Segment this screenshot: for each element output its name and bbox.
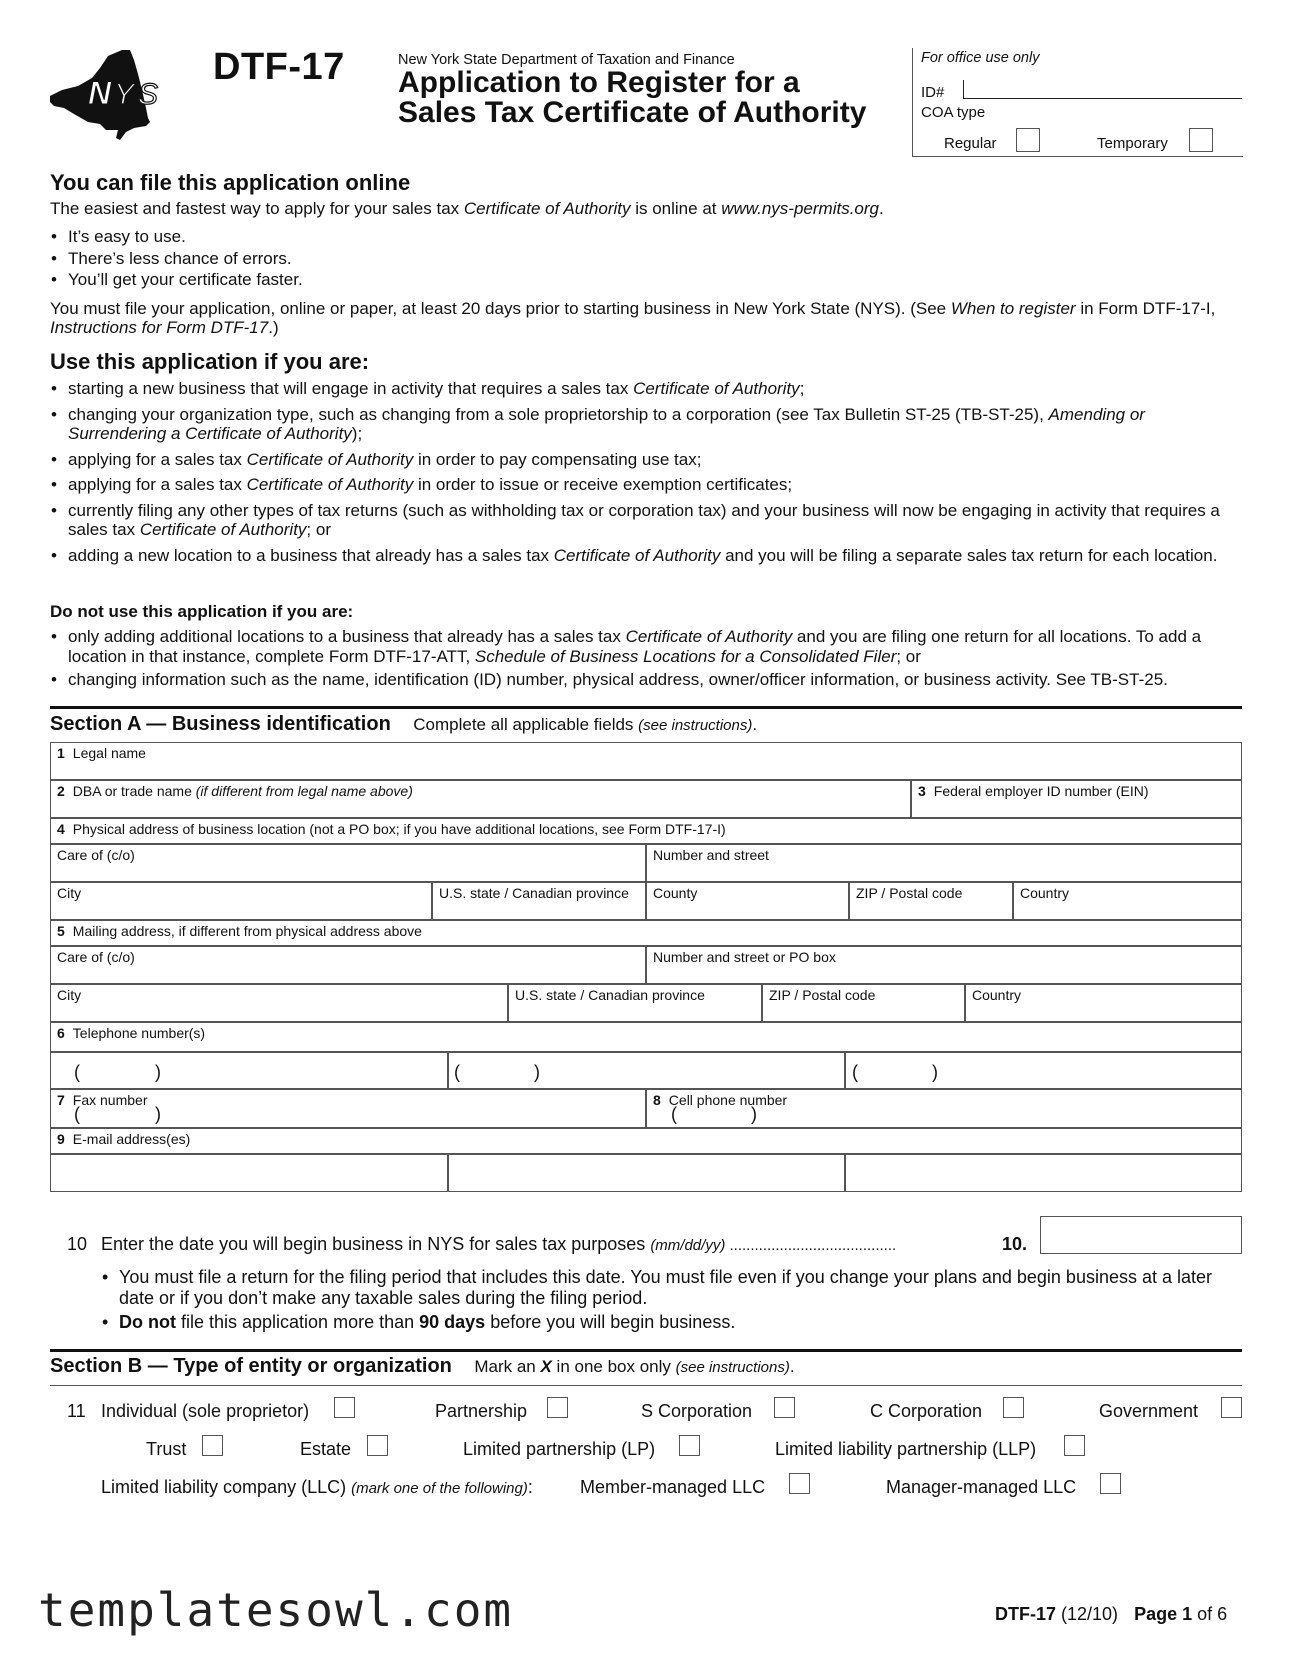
individual-checkbox[interactable] (334, 1397, 355, 1418)
deadline-text-c: .) (268, 318, 279, 337)
use-if-6-em: Certificate of Authority (553, 545, 721, 565)
list-item (101, 1312, 1246, 1333)
use-if-3-a: applying for a sales tax (68, 449, 247, 469)
telephone-field-2[interactable] (448, 1052, 845, 1089)
care-of-label: Care of (c/o) (57, 847, 135, 863)
legal-name-field[interactable] (50, 742, 1242, 780)
paren-open: ( (671, 1104, 677, 1124)
deadline-text (50, 299, 1245, 337)
email-field-1[interactable] (50, 1154, 448, 1192)
mailing-street-field[interactable] (646, 946, 1242, 984)
id-label: ID# (921, 84, 945, 101)
use-if-heading: Use this application if you are: (50, 349, 370, 374)
c-corp-checkbox[interactable] (1003, 1397, 1024, 1418)
llc-label (101, 1477, 533, 1498)
fax-label: Fax number (72, 1092, 148, 1108)
list-item (50, 501, 1245, 540)
lp-checkbox[interactable] (679, 1435, 700, 1456)
svg-text:S: S (138, 78, 159, 111)
deadline-em-2: Instructions for Form DTF-17 (50, 318, 269, 337)
q11-number: 11 (67, 1401, 86, 1421)
mailing-address-header (50, 920, 1242, 946)
use-if-1-b: ; (799, 379, 805, 398)
country-field[interactable] (1013, 882, 1242, 920)
llp-checkbox[interactable] (1064, 1435, 1085, 1456)
dnu-1-b: and you are filing one return for all locations. To add a location in that instance, complete Form DTF-17-ATT, (68, 627, 1202, 666)
state-field[interactable] (432, 882, 646, 920)
do-not-use-heading: Do not use this application if you are: (50, 602, 354, 621)
q10-note-bold-2: 90 days (419, 1312, 486, 1332)
paren-close: ) (155, 1104, 161, 1124)
llc-note: (mark one of the following) (351, 1480, 528, 1497)
online-url-link[interactable]: www.nys-permits.org (721, 199, 879, 218)
nys-state-logo (48, 48, 173, 140)
care-of-field[interactable] (50, 844, 646, 882)
country-label: Country (972, 987, 1022, 1003)
mailing-city-field[interactable] (50, 984, 508, 1022)
city-label: City (57, 987, 82, 1003)
country-label: Country (1020, 885, 1070, 901)
q10-ref: 10. (1002, 1234, 1028, 1254)
cell-phone-field[interactable] (646, 1089, 1242, 1128)
legal-name-label: Legal name (72, 745, 146, 761)
footer-page-word: Page (1134, 1604, 1178, 1624)
c-corp-label: C Corporation (870, 1401, 983, 1421)
care-of-label: Care of (c/o) (57, 949, 135, 965)
cell-phone-label: Cell phone number (668, 1092, 788, 1108)
member-llc-checkbox[interactable] (789, 1473, 810, 1494)
paren-close: ) (534, 1062, 540, 1082)
temporary-checkbox[interactable] (1189, 128, 1213, 152)
field-number: 8 (653, 1092, 661, 1108)
online-intro-text: The easiest and fastest way to apply for your sales tax (50, 199, 464, 218)
dba-name-field[interactable] (50, 780, 911, 818)
footer-rev: (12/10) (1056, 1604, 1119, 1624)
begin-date-input[interactable] (1040, 1216, 1242, 1254)
use-if-2-a: changing your organization type, such as changing from a sole proprietorship to a corporation (see Tax Bulletin ST-25 (TB-ST-25), (68, 404, 1049, 424)
section-b-subrule (50, 1385, 1242, 1386)
use-if-4-a: applying for a sales tax (68, 475, 247, 494)
watermark: templatesowl.com (38, 1583, 514, 1637)
use-if-1-a: starting a new business that will engage in activity that requires a sales tax (68, 379, 634, 398)
mailing-address-label: Mailing address, if different from physical address above (72, 923, 422, 939)
q10-note-mid: file this application more than (175, 1312, 420, 1332)
trust-checkbox[interactable] (202, 1435, 223, 1456)
city-label: City (57, 885, 82, 901)
field-number: 9 (57, 1131, 65, 1147)
section-b-note (474, 1357, 794, 1376)
q10-note-bold-1: Do not (119, 1312, 176, 1332)
deadline-text-a: You must file your application, online or paper, at least 20 days prior to starting business in New York State (NYS). (See (50, 299, 951, 318)
estate-label: Estate (300, 1439, 352, 1459)
number-street-field[interactable] (646, 844, 1242, 882)
paren-open: ( (74, 1062, 80, 1082)
paren-close: ) (155, 1062, 161, 1082)
paren-open: ( (74, 1104, 80, 1124)
online-heading: You can file this application online (50, 170, 411, 195)
manager-llc-label: Manager-managed LLC (886, 1477, 1077, 1497)
use-if-4-b: in order to issue or receive exemption certificates; (413, 475, 793, 494)
section-b-note-b: in one box only (551, 1357, 676, 1376)
page-footer (995, 1604, 1227, 1625)
use-if-3-b: in order to pay compensating use tax; (413, 449, 702, 469)
deadline-em-1: When to register (950, 299, 1076, 318)
mailing-state-field[interactable] (508, 984, 762, 1022)
field-number: 3 (918, 783, 926, 799)
paren-open: ( (852, 1062, 858, 1082)
list-item: • changing information such as the name, identification (ID) number, physical address, owner/officer information, or business activity. See TB-ST-25. (50, 670, 1245, 690)
dba-label: DBA or trade name (72, 783, 196, 799)
mailing-care-of-field[interactable] (50, 946, 646, 984)
government-checkbox[interactable] (1221, 1397, 1242, 1418)
paren-open: ( (454, 1062, 460, 1082)
ein-field[interactable] (911, 780, 1242, 818)
county-label: County (653, 885, 698, 901)
footer-of: of 6 (1192, 1604, 1228, 1624)
section-a-note-em: (see instructions) (638, 717, 753, 734)
list-item (50, 405, 1245, 444)
government-label: Government (1099, 1401, 1199, 1421)
list-item: • You’ll get your certificate faster. (50, 269, 303, 291)
ein-label: Federal employer ID number (EIN) (933, 783, 1149, 799)
section-b-header (50, 1355, 795, 1378)
online-intro-end: . (879, 199, 884, 218)
dba-label-em: (if different from legal name above) (195, 783, 413, 799)
office-use-label: For office use only (921, 50, 1040, 66)
zip-field[interactable] (849, 882, 1013, 920)
llp-label: Limited liability partnership (LLP) (775, 1439, 1037, 1459)
use-if-5-b: ; or (306, 520, 331, 539)
partnership-checkbox[interactable] (547, 1397, 568, 1418)
dnu-1-em-2: Schedule of Business Locations for a Consolidated Filer (474, 646, 897, 666)
individual-label: Individual (sole proprietor) (101, 1401, 310, 1421)
lp-label: Limited partnership (LP) (463, 1439, 656, 1459)
use-if-5-a: currently filing any other types of tax returns (such as withholding tax or corporation tax) and your business will now be engaging in activity that requires a sales tax (68, 500, 1220, 539)
member-llc-label: Member-managed LLC (580, 1477, 766, 1497)
use-if-list (50, 379, 1245, 565)
fax-field[interactable] (50, 1089, 646, 1128)
telephone-label: Telephone number(s) (72, 1025, 206, 1041)
field-number: 2 (57, 783, 65, 799)
list-item (50, 546, 1245, 566)
field-number: 7 (57, 1092, 65, 1108)
use-if-6-b: and you will be filing a separate sales tax return for each location. (720, 545, 1218, 565)
list-item: • It’s easy to use. (50, 226, 303, 248)
form-title (398, 68, 866, 128)
section-b-note-c: . (789, 1357, 795, 1376)
list-item (50, 379, 1245, 399)
use-if-2-em: Amending or Surrendering a Certificate of Authority (68, 404, 1145, 443)
online-intro-em: Certificate of Authority (463, 199, 631, 218)
q10-note-end: before you will begin business. (485, 1312, 736, 1332)
footer-form: DTF-17 (995, 1604, 1057, 1624)
q10-text (101, 1234, 896, 1255)
dnu-1-a: only adding additional locations to a business that already has a sales tax (68, 627, 626, 646)
dnu-1-em: Certificate of Authority (625, 627, 793, 646)
telephone-header (50, 1022, 1242, 1052)
online-intro (50, 199, 1245, 219)
do-not-use-list (50, 627, 1245, 690)
deadline-text-b: in Form DTF-17-I, (1075, 299, 1216, 318)
number-street-po-label: Number and street or PO box (653, 949, 836, 965)
paren-close: ) (932, 1062, 938, 1082)
title-line-2: Sales Tax Certificate of Authority (398, 96, 867, 129)
section-a-note-a: Complete all applicable fields (413, 715, 639, 734)
telephone-field-3[interactable] (845, 1052, 1242, 1089)
svg-text:Y: Y (114, 78, 135, 111)
zip-label: ZIP / Postal code (769, 987, 876, 1003)
q10-notes (101, 1267, 1246, 1333)
section-a-note-b: . (752, 715, 758, 734)
use-if-2-b: ); (351, 424, 363, 443)
field-number: 5 (57, 923, 65, 939)
department-name: New York State Department of Taxation and Finance (398, 52, 735, 68)
county-field[interactable] (646, 882, 849, 920)
email-field-3[interactable] (845, 1154, 1242, 1192)
online-benefits-list (50, 226, 303, 291)
city-field[interactable] (50, 882, 432, 920)
q10-format: (mm/dd/yy) (650, 1237, 726, 1254)
online-intro-text-2: is online at (630, 199, 722, 218)
manager-llc-checkbox[interactable] (1100, 1473, 1121, 1494)
use-if-6-a: adding a new location to a business that already has a sales tax (68, 545, 554, 565)
physical-address-header (50, 818, 1242, 844)
coa-type-label: COA type (921, 104, 986, 121)
llc-colon: : (527, 1477, 533, 1497)
title-line-1: Application to Register for a (398, 66, 800, 99)
use-if-5-em: Certificate of Authority (139, 520, 307, 539)
list-item: • There’s less chance of errors. (50, 248, 303, 270)
trust-label: Trust (146, 1439, 187, 1459)
svg-text:N: N (88, 75, 112, 111)
section-b-title: Section B — Type of entity or organization (50, 1355, 452, 1377)
use-if-1-em: Certificate of Authority (633, 379, 800, 398)
q10-number: 10 (67, 1234, 88, 1254)
list-item (50, 627, 1245, 666)
telephone-field-1[interactable] (50, 1052, 448, 1089)
mailing-zip-field[interactable] (762, 984, 965, 1022)
llc-text: Limited liability company (LLC) (101, 1477, 352, 1497)
physical-address-label: Physical address of business location (not a PO box; if you have additional locations, see Form DTF-17-I) (72, 821, 726, 837)
number-street-label: Number and street (653, 847, 769, 863)
list-item (50, 450, 1245, 470)
list-item (50, 475, 1245, 495)
q10-label: Enter the date you will begin business in NYS for sales tax purposes (101, 1234, 651, 1254)
estate-checkbox[interactable] (367, 1435, 388, 1456)
section-a-rule (50, 706, 1242, 709)
section-a-note (413, 715, 757, 734)
section-b-note-em: (see instructions) (675, 1359, 790, 1376)
dnu-1-c: ; or (896, 646, 921, 666)
field-number: 1 (57, 745, 65, 761)
section-b-note-x: X (540, 1357, 552, 1376)
s-corp-checkbox[interactable] (774, 1397, 795, 1418)
paren-close: ) (751, 1104, 757, 1124)
id-field[interactable] (963, 80, 1242, 99)
office-use-box (912, 48, 1243, 157)
section-b-note-a: Mark an (474, 1357, 541, 1376)
state-label: U.S. state / Canadian province (515, 987, 705, 1003)
use-if-3-em: Certificate of Authority (246, 449, 414, 469)
email-field-2[interactable] (448, 1154, 845, 1192)
zip-label: ZIP / Postal code (856, 885, 963, 901)
form-number: DTF-17 (213, 46, 345, 88)
partnership-label: Partnership (435, 1401, 528, 1421)
use-if-4-em: Certificate of Authority (246, 475, 414, 494)
section-a-title: Section A — Business identification (50, 713, 391, 735)
section-b-rule (50, 1349, 1242, 1352)
temporary-label: Temporary (1097, 135, 1168, 152)
q10-dots: ........................................ (725, 1237, 897, 1254)
section-a-header (50, 713, 757, 736)
footer-page-num: 1 (1182, 1604, 1193, 1624)
state-label: U.S. state / Canadian province (439, 885, 629, 901)
regular-checkbox[interactable] (1016, 128, 1040, 152)
email-label: E-mail address(es) (72, 1131, 191, 1147)
list-item: • You must file a return for the filing period that includes this date. You must file even if you change your plans and begin business at a later date or if you don’t make any taxable sales during the filing period. (101, 1267, 1246, 1309)
email-header (50, 1128, 1242, 1154)
field-number: 4 (57, 821, 65, 837)
regular-label: Regular (944, 135, 997, 152)
s-corp-label: S Corporation (641, 1401, 753, 1421)
mailing-country-field[interactable] (965, 984, 1242, 1022)
field-number: 6 (57, 1025, 65, 1041)
